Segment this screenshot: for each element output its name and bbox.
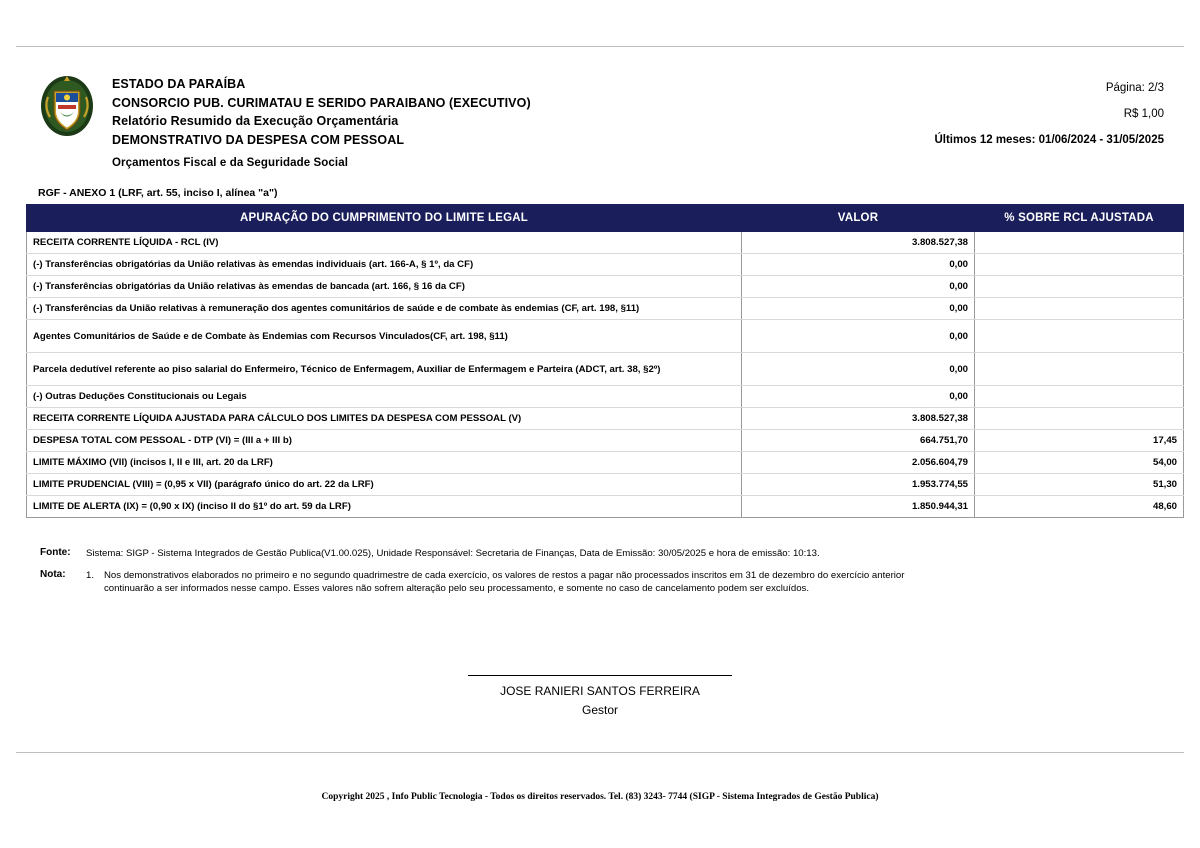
row-label: LIMITE MÁXIMO (VII) (incisos I, II e III, art. 20 da LRF) (27, 452, 742, 474)
report-title: Relatório Resumido da Execução Orçamentária (112, 114, 399, 128)
nota-row (40, 569, 1160, 596)
limit-table-container (26, 204, 1177, 518)
fonte-label: Fonte: (40, 547, 71, 558)
row-pct: 17,45 (975, 430, 1184, 452)
fonte-row (40, 547, 1160, 561)
signature-line (468, 675, 732, 676)
copyright-text: Copyright 2025 , Info Public Tecnologia - Todos os direitos reservados. Tel. (83) 3243- 7744 (SIGP - Sistema Integrados de Gestão Publica) (321, 792, 879, 802)
report-notes (40, 547, 1160, 604)
row-label: DESPESA TOTAL COM PESSOAL - DTP (VI) = (III a + III b) (27, 430, 742, 452)
row-pct (975, 386, 1184, 408)
row-pct (975, 320, 1184, 353)
row-pct: 51,30 (975, 474, 1184, 496)
row-label: (-) Outras Deduções Constitucionais ou Legais (27, 386, 742, 408)
row-label: (-) Transferências obrigatórias da União relativas às emendas de bancada (art. 166, § 16 da CF) (27, 276, 742, 298)
table-row (27, 320, 1184, 353)
currency-unit: R$ 1,00 (1123, 108, 1164, 120)
row-value: 3.808.527,38 (742, 408, 975, 430)
nota-text-line1: Nos demonstrativos elaborados no primeiro e no segundo quadrimestre de cada exercício, os valores de restos a pagar não processados inscritos em 31 de dezembro do exercício anterior (104, 569, 905, 581)
header-meta (934, 75, 1164, 153)
signatory-name: JOSE RANIERI SANTOS FERREIRA (500, 684, 700, 698)
table-row (27, 408, 1184, 430)
row-value: 0,00 (742, 298, 975, 320)
nota-label: Nota: (40, 568, 66, 580)
report-header (16, 47, 1184, 173)
row-value: 0,00 (742, 320, 975, 353)
row-label: RECEITA CORRENTE LÍQUIDA - RCL (IV) (27, 232, 742, 254)
row-label: LIMITE PRUDENCIAL (VIII) = (0,95 x VII) (parágrafo único do art. 22 da LRF) (27, 474, 742, 496)
row-value: 1.953.774,55 (742, 474, 975, 496)
row-pct: 54,00 (975, 452, 1184, 474)
anexo-reference: RGF - ANEXO 1 (LRF, art. 55, inciso I, alínea "a") (38, 187, 278, 199)
table-body (27, 232, 1184, 518)
report-sheet (16, 46, 1184, 802)
fonte-text: Sistema: SIGP - Sistema Integrados de Gestão Publica(V1.00.025), Unidade Responsável: Secretaria de Finanças, Data de Emissão: 30/05/2025 e hora de emissão: 10:13. (86, 548, 820, 559)
row-value: 0,00 (742, 254, 975, 276)
nota-index: 1. (86, 569, 95, 581)
row-value: 1.850.944,31 (742, 496, 975, 518)
table-row (27, 353, 1184, 386)
nota-text-line2: continuarão a ser informados nesse campo. Esses valores não sofrem alteração pelo seu processamento, e somente no caso de cancelamento podem ser excluídos. (104, 583, 809, 594)
row-pct (975, 254, 1184, 276)
row-pct (975, 232, 1184, 254)
table-header-row (27, 205, 1184, 232)
row-label: RECEITA CORRENTE LÍQUIDA AJUSTADA PARA CÁLCULO DOS LIMITES DA DESPESA COM PESSOAL (V) (27, 408, 742, 430)
table-row (27, 452, 1184, 474)
signature-block (16, 675, 1184, 720)
table-row (27, 474, 1184, 496)
row-pct: 48,60 (975, 496, 1184, 518)
report-subtitle: DEMONSTRATIVO DA DESPESA COM PESSOAL (112, 132, 405, 147)
org-state: ESTADO DA PARAÍBA (112, 77, 246, 91)
row-label: (-) Transferências da União relativas à remuneração dos agentes comunitários de saúde e de combate às endemias (CF, art. 198, §11) (27, 298, 742, 320)
column-header-apuracao: APURAÇÃO DO CUMPRIMENTO DO LIMITE LEGAL (27, 205, 742, 232)
signatory-role: Gestor (581, 703, 618, 717)
row-label: LIMITE DE ALERTA (IX) = (0,90 x IX) (inciso II do §1º do art. 59 da LRF) (27, 496, 742, 518)
table-row (27, 430, 1184, 452)
row-label: Agentes Comunitários de Saúde e de Combate às Endemias com Recursos Vinculados(CF, art. 198, §11) (27, 320, 742, 353)
period-range: Últimos 12 meses: 01/06/2024 - 31/05/2025 (934, 134, 1164, 146)
row-value: 0,00 (742, 353, 975, 386)
row-value: 664.751,70 (742, 430, 975, 452)
row-pct (975, 408, 1184, 430)
nota-text (86, 569, 904, 596)
report-scope: Orçamentos Fiscal e da Seguridade Social (112, 157, 349, 169)
org-name: CONSORCIO PUB. CURIMATAU E SERIDO PARAIBANO (EXECUTIVO) (112, 95, 531, 110)
table-row (27, 386, 1184, 408)
table-row (27, 276, 1184, 298)
table-row (27, 254, 1184, 276)
table-row (27, 232, 1184, 254)
page-number: Página: 2/3 (1105, 82, 1164, 94)
column-header-valor: VALOR (742, 205, 975, 232)
row-label: Parcela dedutível referente ao piso salarial do Enfermeiro, Técnico de Enfermagem, Auxiliar de Enfermagem e Parteira (ADCT, art. 38, §2º) (27, 353, 742, 386)
row-value: 2.056.604,79 (742, 452, 975, 474)
row-pct (975, 276, 1184, 298)
header-titles (112, 75, 531, 173)
row-pct (975, 298, 1184, 320)
row-label: (-) Transferências obrigatórias da União relativas às emendas individuais (art. 166-A, § 1º, da CF) (27, 254, 742, 276)
brasao-paraiba-icon (40, 75, 94, 137)
row-value: 3.808.527,38 (742, 232, 975, 254)
row-value: 0,00 (742, 276, 975, 298)
table-row (27, 496, 1184, 518)
row-pct (975, 353, 1184, 386)
column-header-percentual: % SOBRE RCL AJUSTADA (975, 205, 1184, 232)
row-value: 0,00 (742, 386, 975, 408)
limit-table (26, 204, 1184, 518)
table-row (27, 298, 1184, 320)
